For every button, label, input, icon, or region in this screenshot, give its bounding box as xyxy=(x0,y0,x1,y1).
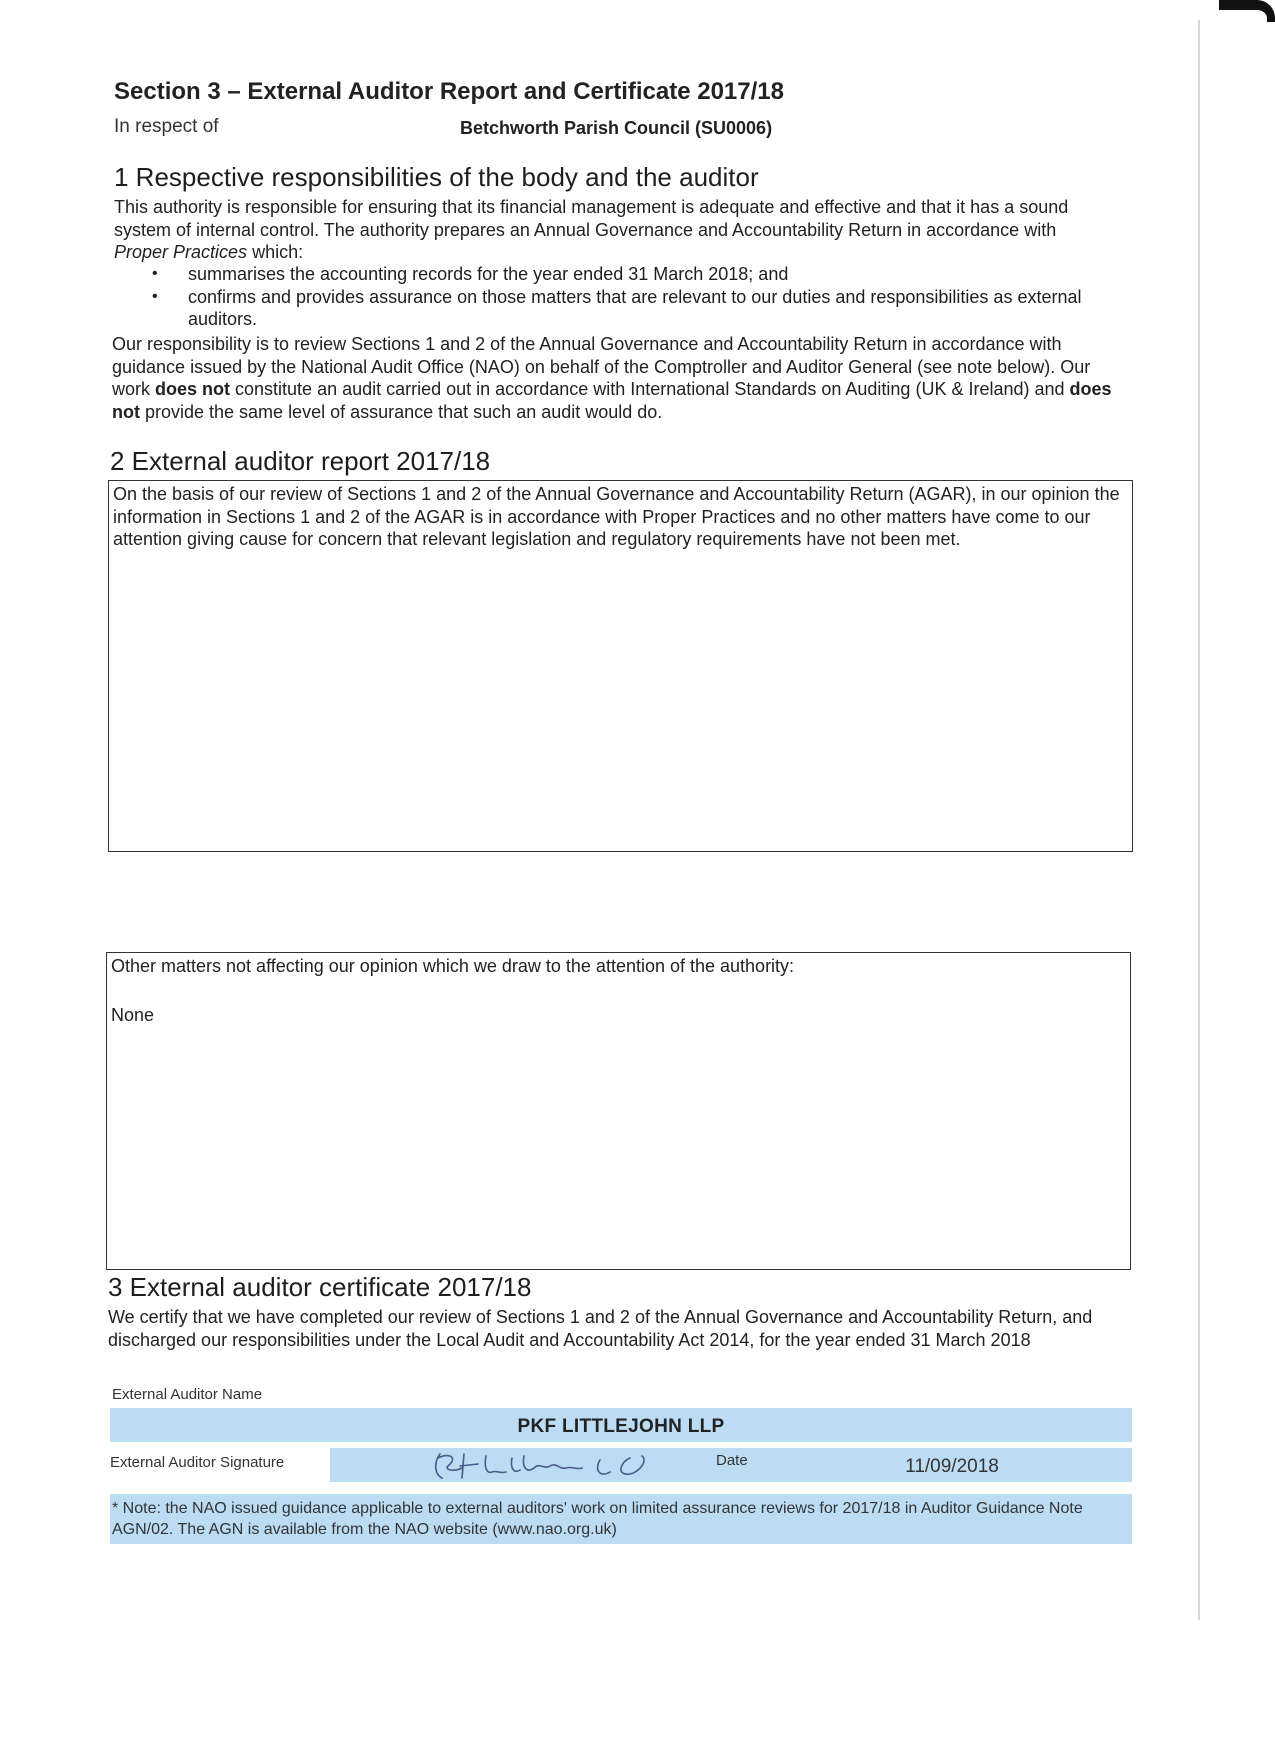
proper-practices-text: Proper Practices xyxy=(114,242,248,262)
signature-label: External Auditor Signature xyxy=(110,1454,285,1471)
section1-responsibility xyxy=(112,333,1132,423)
bullet-item: • summarises the accounting records for the year ended 31 March 2018; and xyxy=(112,263,1112,286)
resp-text: constitute an audit carried out in accordance with International Standards on Auditing (UK & Ireland) and xyxy=(230,379,1070,399)
intro-text: This authority is responsible for ensuring that its financial management is adequate and effective and that it has a sound system of internal control. The authority prepares an Annual Governance and Accountability Return in accordance with xyxy=(114,197,1069,240)
page-title: Section 3 – External Auditor Report and Certificate 2017/18 xyxy=(114,78,784,105)
auditor-name-field xyxy=(110,1408,1132,1442)
report-box xyxy=(108,480,1133,852)
intro-text-end: which: xyxy=(247,242,304,262)
does-not-text: does not xyxy=(112,379,1112,422)
other-matters-label: Other matters not affecting our opinion which we draw to the attention of the authority: xyxy=(111,956,795,976)
responsibility-bullets xyxy=(112,263,1112,331)
scan-corner-mark xyxy=(1219,0,1275,22)
date-value: 11/09/2018 xyxy=(905,1456,999,1477)
section1-intro xyxy=(114,196,1104,264)
section2-heading: 2 External auditor report 2017/18 xyxy=(110,446,491,476)
scan-edge-line xyxy=(1198,20,1200,1620)
resp-text: provide the same level of assurance that such an audit would do. xyxy=(139,401,663,422)
other-matters-value: None xyxy=(111,1004,155,1025)
auditor-name-label: External Auditor Name xyxy=(112,1386,263,1403)
report-text: On the basis of our review of Sections 1 and 2 of the Annual Governance and Accountability Return (AGAR), in our opinion the information in Sections 1 and 2 of the AGAR is in accordance with Proper Practices and no other matters have come to our attention giving cause for concern that relevant legislation and regulatory requirements have not been met. xyxy=(113,484,1120,549)
resp-text: Our responsibility is to review Sections 1 and 2 of the Annual Governance and Accountability Return in accordance with guidance issued by the National Audit Office (NAO) on behalf of the Comptroller and Auditor General (see note below). Our work xyxy=(112,334,1091,399)
section1-heading: 1 Respective responsibilities of the body and the auditor xyxy=(114,162,759,192)
date-field xyxy=(772,1448,1132,1482)
date-label: Date xyxy=(716,1452,748,1469)
auditor-name: PKF LITTLEJOHN LLP xyxy=(517,1416,725,1437)
note-field xyxy=(110,1494,1132,1544)
other-matters-box xyxy=(106,952,1131,1270)
section3-heading: 3 External auditor certificate 2017/18 xyxy=(108,1272,532,1302)
bullet-item: • confirms and provides assurance on those matters that are relevant to our duties and responsibilities as external auditors. xyxy=(112,286,1112,331)
does-not-text: does not xyxy=(155,379,231,399)
nao-note: * Note: the NAO issued guidance applicable to external auditors' work on limited assurance reviews for 2017/18 in Auditor Guidance Note AGN/02. The AGN is available from the NAO website (www.nao.org.uk) xyxy=(112,1500,1083,1538)
authority-name: Betchworth Parish Council (SU0006) xyxy=(460,118,773,138)
certificate-text: We certify that we have completed our review of Sections 1 and 2 of the Annual Governance and Accountability Return, and discharged our responsibilities under the Local Audit and Accountability Act 2014, for the year ended 31 March 2018 xyxy=(108,1307,1093,1350)
in-respect-of-label: In respect of xyxy=(114,116,219,137)
